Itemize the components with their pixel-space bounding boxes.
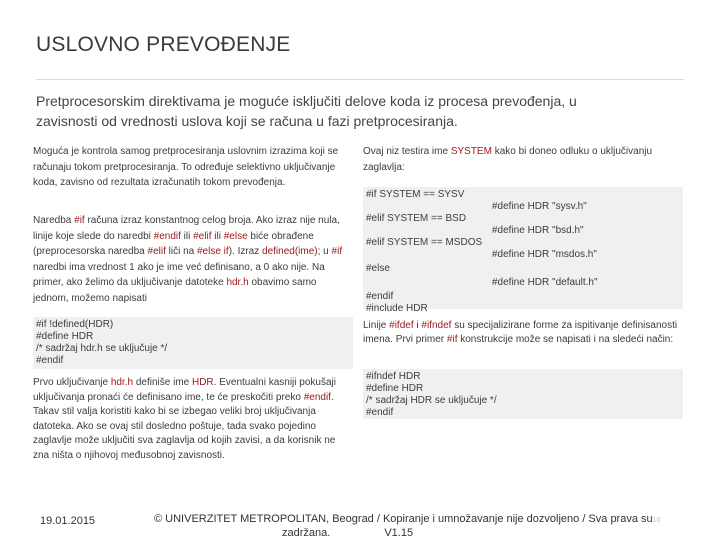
keyword: SYSTEM: [450, 146, 492, 157]
keyword: #if: [331, 246, 343, 257]
code-line: #elif SYSTEM == BSD: [366, 213, 467, 224]
copyright-line-2: zadržana.: [282, 527, 331, 539]
keyword: hdr.h: [110, 377, 134, 388]
slide-title: USLOVNO PREVOĐENJE: [36, 33, 291, 56]
keyword: #endif: [153, 230, 181, 242]
code-line: #endif: [366, 291, 394, 302]
code-line: #define HDR "sysv.h": [492, 201, 587, 212]
intro-paragraph: Pretprocesorskim direktivama je moguće isključiti delove koda iz procesa prevođenja, u zavisnosti od vrednosti uslova koji se računa u fazi pretprocesiranja.: [36, 93, 577, 129]
code-block-ifndef: [363, 369, 683, 419]
code-line: #include HDR: [366, 303, 428, 314]
code-line: #elif SYSTEM == MSDOS: [366, 237, 483, 248]
keyword: #else if: [197, 246, 229, 257]
left-paragraph-1: Moguća je kontrola samog pretprocesiranja uslovnim izrazima koji se računaju tokom pretprocesiranja. To određuje selektivno uključivanje koda, zavisno od rezultata izračunatih tokom prevođenja.: [33, 146, 339, 188]
code-line: #define HDR: [366, 383, 424, 394]
title-divider: [36, 79, 684, 80]
code-line: #if SYSTEM == SYSV: [366, 189, 465, 200]
keyword: hdr.h: [226, 277, 249, 288]
code-line: #define HDR "default.h": [492, 277, 598, 288]
code-block-system-test: [363, 187, 683, 314]
footer-date: 19.01.2015: [40, 515, 96, 527]
left-paragraph-3: Prvo uključivanje hdr.h definiše ime HDR. Eventualni kasniji pokušaji uključivanja pronaći će definisano ime, te će preskočiti preko #endif. Takav stil valja koristiti kako bi se izbegao veliki broj uključivanja datoteka. Ako se ovaj stil dosledno poštuje, tada svako pojedino zaglavlje može uključiti sva zaglavlja od kojih zavisi, a da korisnik ne zna ništa o njihovoj međusobnoj zavisnosti.: [33, 377, 336, 461]
right-paragraph-2: Linije #ifdef i #ifndef su specijalizirane forme za ispitivanje definisanosti imena. Prvi primer #if konstrukcije može se napisati i na sledeći način:: [363, 320, 678, 345]
code-line: #else: [366, 263, 390, 274]
code-line: #define HDR "msdos.h": [492, 249, 597, 260]
keyword: #else: [223, 230, 248, 242]
keyword: #elif: [193, 230, 212, 242]
keyword: HDR: [191, 377, 214, 388]
copyright-line-1: © UNIVERZITET METROPOLITAN, Beograd / Kopiranje i umnožavanje nije dozvoljeno / Sva prava su: [154, 513, 653, 525]
code-line: #define HDR: [36, 331, 94, 342]
code-line: #endif: [36, 355, 64, 366]
code-line: #define HDR "bsd.h": [492, 225, 584, 236]
code-line: #if !defined(HDR): [36, 319, 114, 330]
code-line: #ifndef HDR: [366, 371, 421, 382]
keyword: #endif: [303, 391, 331, 403]
keyword: #elif: [147, 246, 166, 257]
keyword: defined(ime): [262, 246, 318, 257]
keyword: #ifdef: [389, 320, 414, 331]
version-label: V1.15: [384, 527, 414, 539]
right-paragraph-1: Ovaj niz testira ime SYSTEM kako bi doneo odluku o uključivanju zaglavlja:: [363, 146, 653, 173]
code-line: /* sadržaj hdr.h se uključuje */: [36, 343, 168, 354]
keyword: #if: [446, 333, 458, 345]
keyword: #if: [74, 215, 85, 226]
footer-copyright: [154, 513, 684, 540]
code-block-include-guard: [33, 317, 353, 369]
code-line: #endif: [366, 407, 394, 418]
left-paragraph-2: Naredba #if računa izraz konstantnog celog broja. Ako izraz nije nula, linije koje slede do naredbi #endif ili #elif ili #else biće obrađene (preprocesorska naredba #elif liči na #else if). Izraz defined(ime); u #if naredbi ima vrednost 1 ako je ime već definisano, a 0 ako nije. Na primer, ako želimo da uključivanje datoteke hdr.h obavimo samo jednom, možemo napisati: [33, 215, 343, 304]
keyword: #ifndef: [421, 320, 452, 331]
code-line: /* sadržaj HDR se uključuje */: [366, 395, 497, 406]
page-number: 10: [652, 517, 661, 524]
